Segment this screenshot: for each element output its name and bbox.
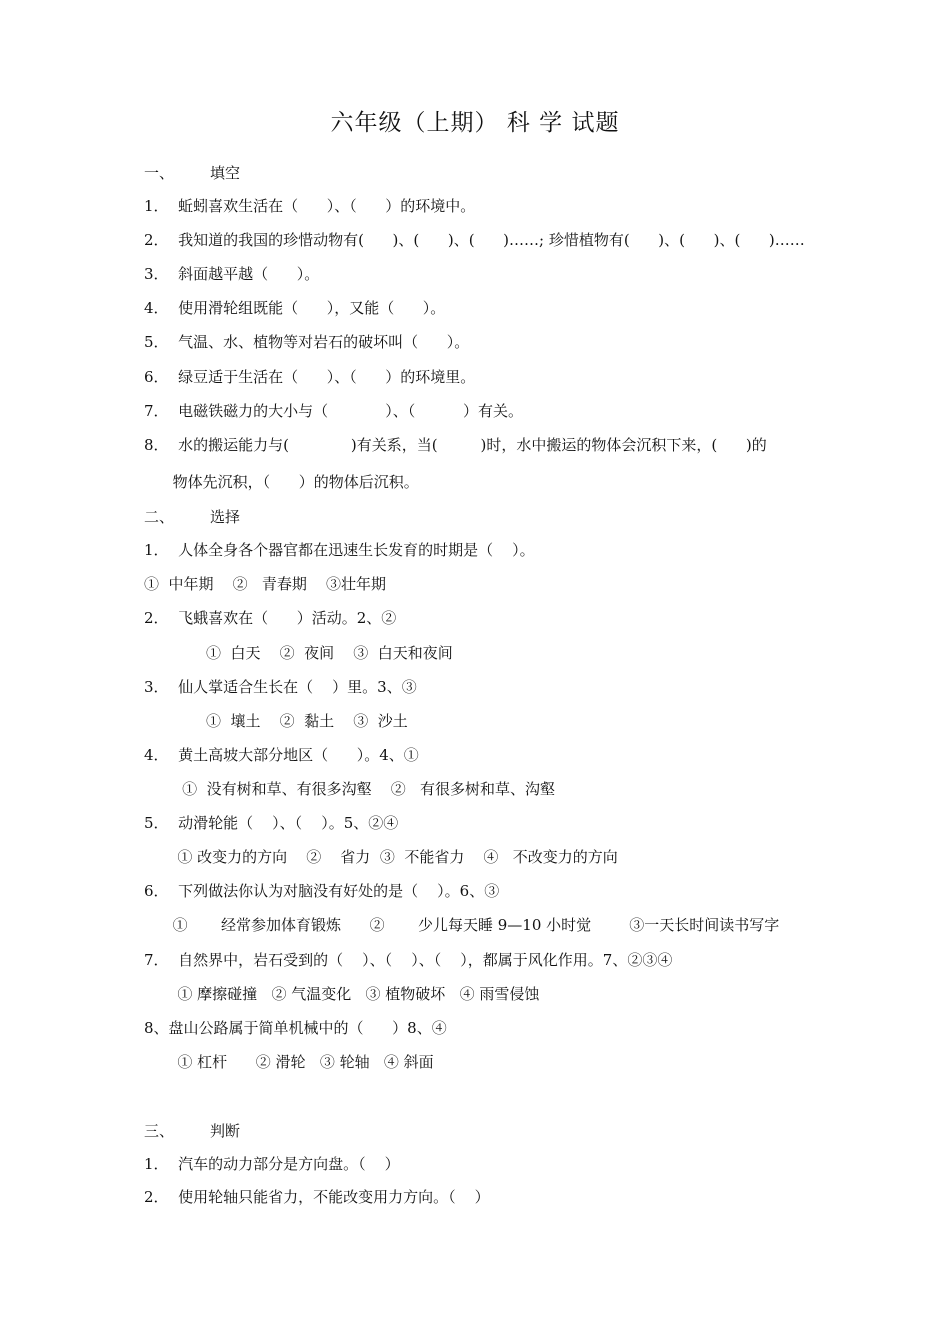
question-line: 2． 飞蛾喜欢在（ ）活动。2、② <box>144 609 397 627</box>
question-line: 1． 人体全身各个器官都在迅速生长发育的时期是（ ）。 <box>144 541 535 559</box>
question-line: 4． 黄土高坡大部分地区（ ）。4、① <box>144 746 419 764</box>
section-title: 填空 <box>210 164 241 182</box>
section-heading-choice <box>144 507 240 527</box>
option-line: ① 白天 ② 夜间 ③ 白天和夜间 <box>144 644 453 662</box>
option-line: ① 杠杆 ② 滑轮 ③ 轮轴 ④ 斜面 <box>144 1053 434 1071</box>
option-line: ① 中年期 ② 青春期 ③壮年期 <box>144 575 386 593</box>
question-line: 2． 使用轮轴只能省力，不能改变用力方向。（ ） <box>144 1188 490 1206</box>
question-line: 5． 气温、水、植物等对岩石的破坏叫（ ）。 <box>144 333 470 351</box>
option-line: ① 摩擦碰撞 ② 气温变化 ③ 植物破坏 ④ 雨雪侵蚀 <box>144 985 540 1003</box>
question-line: 1． 汽车的动力部分是方向盘。（ ） <box>144 1155 400 1173</box>
section-number: 一、 <box>144 164 175 182</box>
question-line: 6． 下列做法你认为对脑没有好处的是（ ）。6、③ <box>144 882 500 900</box>
section-heading-fill <box>144 163 240 183</box>
option-line: ① 改变力的方向 ② 省力 ③ 不能省力 ④ 不改变力的方向 <box>144 848 618 866</box>
question-line: 4． 使用滑轮组既能（ ），又能（ ）。 <box>144 299 446 317</box>
option-line: ① 没有树和草、有很多沟壑 ② 有很多树和草、沟壑 <box>144 780 556 798</box>
section-number: 三、 <box>144 1122 175 1140</box>
question-line: 2． 我知道的我国的珍惜动物有( )、( )、( )……; 珍惜植物有( )、( )、( )…… <box>144 231 805 249</box>
page-title: 六年级（上期） 科 学 试题 <box>330 110 620 136</box>
section-heading-judge <box>144 1121 240 1141</box>
question-line: 1． 蚯蚓喜欢生活在（ ）、（ ）的环境中。 <box>144 197 476 215</box>
option-line: ① 经常参加体育锻炼 ② 少儿每天睡 9—10 小时觉 ③一天长时间读书写字 <box>144 916 780 934</box>
question-line: 7． 电磁铁磁力的大小与（ ）、（ ）有关。 <box>144 402 523 420</box>
section-number: 二、 <box>144 508 175 526</box>
question-line: 3． 仙人掌适合生长在（ ）里。3、③ <box>144 678 417 696</box>
option-line: ① 壤土 ② 黏土 ③ 沙土 <box>144 712 408 730</box>
question-line: 8、盘山公路属于简单机械中的（ ）8、④ <box>144 1019 447 1037</box>
section-title: 判断 <box>210 1122 241 1140</box>
question-line: 7． 自然界中，岩石受到的（ ）、（ ）、（ ），都属于风化作用。7、②③④ <box>144 951 673 969</box>
question-line: 6． 绿豆适于生活在（ ）、（ ）的环境里。 <box>144 368 476 386</box>
question-line: 3． 斜面越平越（ ）。 <box>144 265 320 283</box>
question-line: 物体先沉积，（ ）的物体后沉积。 <box>144 473 419 491</box>
question-line: 8． 水的搬运能力与( )有关系，当( )时，水中搬运的物体会沉积下来，( )的 <box>144 436 767 454</box>
section-title: 选择 <box>210 508 241 526</box>
question-line: 5． 动滑轮能（ ）、（ ）。5、②④ <box>144 814 399 832</box>
